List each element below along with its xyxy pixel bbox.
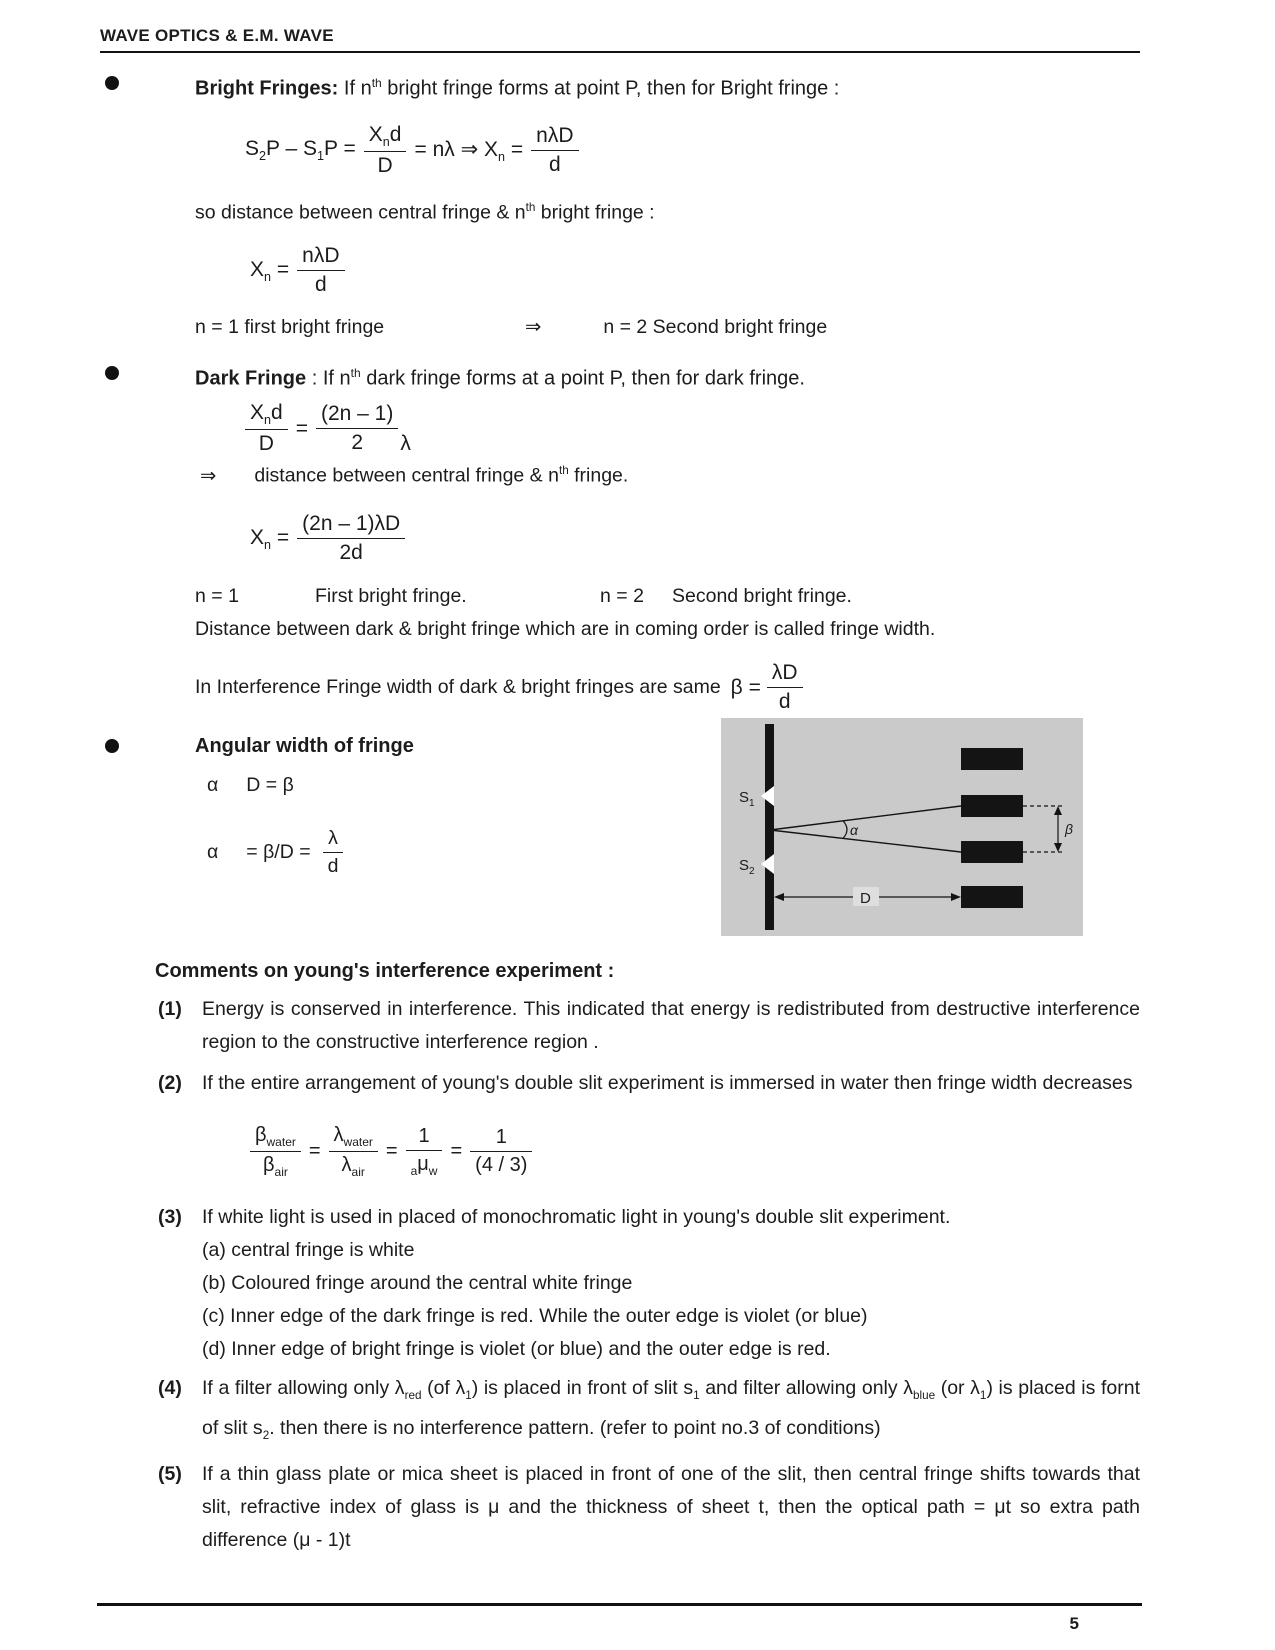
- fraction-denominator: d: [314, 273, 327, 297]
- fraction: [470, 1126, 532, 1177]
- dark-line2: [195, 464, 1140, 488]
- fraction-numerator: nλD: [297, 244, 344, 271]
- item-text: Energy is conserved in interference. This indicated that energy is redistributed from destructive interference region to the constructive interference region .: [202, 998, 1140, 1054]
- section-comments: [100, 960, 1140, 1557]
- comments-heading: Comments on young's interference experiment :: [155, 960, 615, 983]
- equals-sign: =: [450, 1140, 463, 1163]
- fraction-numerator: 1: [406, 1125, 443, 1151]
- bullet-icon: [105, 739, 119, 753]
- equals-sign: =: [308, 1140, 321, 1163]
- fraction-denominator: 2d: [339, 541, 363, 565]
- d-label: D: [860, 890, 871, 908]
- n1-first-bright: n = 1 first bright fringe: [195, 315, 385, 338]
- fraction: [297, 244, 344, 297]
- header-title: WAVE OPTICS & E.M. WAVE: [100, 26, 334, 45]
- dark-line3: [195, 585, 1140, 608]
- item-text: If a filter allowing only $\lambda_{red}$ (of $\lambda_1$) is placed in front of slit $s_1$ and filter allowing only $\lambda_{blue}$ (or $\lambda_1$) is placed is fornt of slit $s_2$. then there is no interference pattern. (refer to point no.3 of conditions): [202, 1377, 1141, 1442]
- fraction: [531, 124, 578, 177]
- fraction: [316, 402, 398, 455]
- alpha-label: α: [850, 822, 858, 839]
- alpha-symbol: α: [207, 841, 219, 864]
- page-content: [100, 26, 1140, 1557]
- item-text: If a thin glass plate or mica sheet is placed in front of one of the slit, then central fringe shifts towards that slit, refractive index of glass is μ and the thickness of sheet t, then the optical path = μt so extra path difference (μ - 1)t: [202, 1462, 1140, 1551]
- fraction: [364, 123, 407, 178]
- item3-sub-d: (d) Inner edge of bright fringe is violet (or blue) and the outer edge is red.: [202, 1338, 831, 1361]
- comment-item-1: [158, 993, 1140, 1059]
- n2-second-bright: n = 2 Second bright fringe: [603, 315, 828, 338]
- item-number: (3): [158, 1206, 182, 1229]
- fringe-width-definition: Distance between dark & bright fringe which are in coming order is called fringe width.: [195, 618, 936, 641]
- fraction: [767, 661, 803, 714]
- fringe-rect: [961, 748, 1023, 770]
- angular-f2-mid: = β/D =: [246, 841, 311, 864]
- beta-equals: β =: [730, 675, 761, 699]
- comment-item-5: [158, 1458, 1140, 1557]
- comment-item-3: [158, 1201, 1140, 1234]
- f2-lhs: $X_n$ =: [250, 525, 290, 552]
- comment-item-2: [158, 1067, 1140, 1100]
- equals-sign: =: [295, 416, 308, 440]
- s1-label: $S_1$: [739, 789, 755, 810]
- dark-formula-2: [250, 512, 1140, 565]
- dark-body: [195, 361, 1140, 714]
- section-angular-width: [100, 734, 1140, 946]
- fraction-denominator: d: [327, 855, 339, 878]
- diagram-background: [721, 718, 1083, 936]
- fraction: [250, 1124, 301, 1179]
- bright-line2: so distance between central fringe & $n^{th}$ bright fringe :: [195, 200, 655, 224]
- equals-sign: =: [385, 1140, 398, 1163]
- fraction-numerator: $\beta_{water}$: [250, 1124, 301, 1152]
- bright-body: [195, 71, 1140, 339]
- item-number: (1): [158, 998, 182, 1021]
- fraction-denominator: d: [549, 152, 561, 176]
- interference-fringe-width-line: [195, 661, 1140, 714]
- slit-screen-bar: [765, 724, 774, 930]
- page-number: 5: [1069, 1614, 1079, 1633]
- fraction-denominator: D: [258, 432, 274, 456]
- bright-formula-2: [250, 244, 1140, 297]
- fraction: [245, 401, 288, 456]
- fraction-denominator: $_a\mu_w$: [410, 1153, 438, 1179]
- item3-sub-b: (b) Coloured fringe around the central white fringe: [202, 1272, 633, 1295]
- fraction: [323, 827, 344, 878]
- comment-item-4: [158, 1372, 1140, 1452]
- fraction-numerator: (2n – 1)λD: [297, 512, 405, 539]
- fraction-denominator: d: [778, 690, 791, 714]
- fraction-denominator: $\beta_{air}$: [263, 1154, 288, 1180]
- fraction: [329, 1124, 378, 1179]
- section-bright-fringes: [100, 71, 1140, 339]
- fraction-numerator: λ: [323, 827, 344, 853]
- fraction-numerator: $X_nd$: [245, 401, 288, 430]
- item3-sub-a: (a) central fringe is white: [202, 1239, 415, 1262]
- fraction-numerator: λD: [767, 661, 803, 688]
- angular-heading: Angular width of fringe: [195, 735, 414, 758]
- f1-mid: = nλ ⇒ $X_n$ =: [414, 137, 524, 164]
- fraction-denominator: 2: [351, 431, 364, 455]
- fraction-numerator: nλD: [531, 124, 578, 151]
- implies-arrow: ⇒: [200, 465, 217, 488]
- s2-label: $S_2$: [739, 857, 755, 878]
- fraction-denominator: D: [377, 153, 393, 177]
- fraction-numerator: 1: [470, 1126, 532, 1152]
- fraction-numerator: $X_nd$: [364, 123, 407, 152]
- section-dark-fringe: [100, 361, 1140, 714]
- fraction-denominator: $\lambda_{air}$: [341, 1154, 365, 1180]
- n-equals-2: n = 2: [600, 585, 644, 608]
- fraction: [406, 1125, 443, 1178]
- fraction-numerator: $\lambda_{water}$: [329, 1124, 378, 1152]
- bullet-icon: [105, 76, 119, 90]
- f2-lhs: $X_n$ =: [250, 257, 290, 284]
- bullet-icon: [105, 366, 119, 380]
- bright-formula-1: [245, 123, 1140, 178]
- dark-heading-line: Dark Fringe : If $n^{th}$ dark fringe forms at a point P, then for dark fringe.: [195, 366, 805, 390]
- bright-line3: [195, 315, 1140, 339]
- fringe-rect: [961, 841, 1023, 863]
- second-bright-fringe: Second bright fringe.: [672, 585, 852, 608]
- dark-formula-1: [245, 401, 1140, 456]
- beta-label: β: [1065, 821, 1073, 838]
- bright-intro-sup: th: [371, 76, 382, 90]
- f1-lhs: $S_2P - S_1P$ =: [245, 137, 356, 164]
- item-number: (5): [158, 1462, 182, 1485]
- item-number: (4): [158, 1377, 182, 1400]
- bright-intro-a: If n: [338, 77, 372, 100]
- item-number: (2): [158, 1072, 182, 1095]
- alpha-symbol: α: [207, 774, 219, 797]
- bright-heading: Bright Fringes:: [195, 77, 339, 100]
- fraction: [297, 512, 405, 565]
- fraction-numerator: (2n – 1): [316, 402, 398, 429]
- fringe-width-same-text: In Interference Fringe width of dark & bright fringes are same: [195, 676, 721, 699]
- dark-heading: Dark Fringe: [195, 368, 307, 390]
- item-text: If the entire arrangement of young's double slit experiment is immersed in water then fringe width decreases: [202, 1072, 1133, 1095]
- bright-intro-b: bright fringe forms at point P, then for Bright fringe :: [381, 77, 840, 100]
- first-bright-fringe: First bright fringe.: [315, 585, 467, 608]
- dark-line2-text: distance between central fringe & $n^{th}$ fringe.: [254, 464, 629, 487]
- item3-sub-c: (c) Inner edge of the dark fringe is red. While the outer edge is violet (or blue): [202, 1305, 868, 1328]
- page-header: [100, 26, 1140, 53]
- n-equals-1: n = 1: [195, 585, 239, 608]
- angular-f1-rest: D = β: [246, 774, 294, 797]
- fraction-denominator: (4 / 3): [475, 1154, 528, 1177]
- fringe-rect: [961, 886, 1023, 908]
- footer-rule: [97, 1603, 1142, 1606]
- double-slit-diagram: [721, 718, 1083, 936]
- fringe-rect: [961, 795, 1023, 817]
- implies-arrow: ⇒: [525, 316, 542, 339]
- item-text: If white light is used in placed of monochromatic light in young's double slit experiment.: [202, 1206, 951, 1229]
- lambda-symbol: λ: [400, 432, 411, 456]
- bright-heading-line: [195, 71, 1140, 101]
- water-air-formula: [250, 1124, 1140, 1179]
